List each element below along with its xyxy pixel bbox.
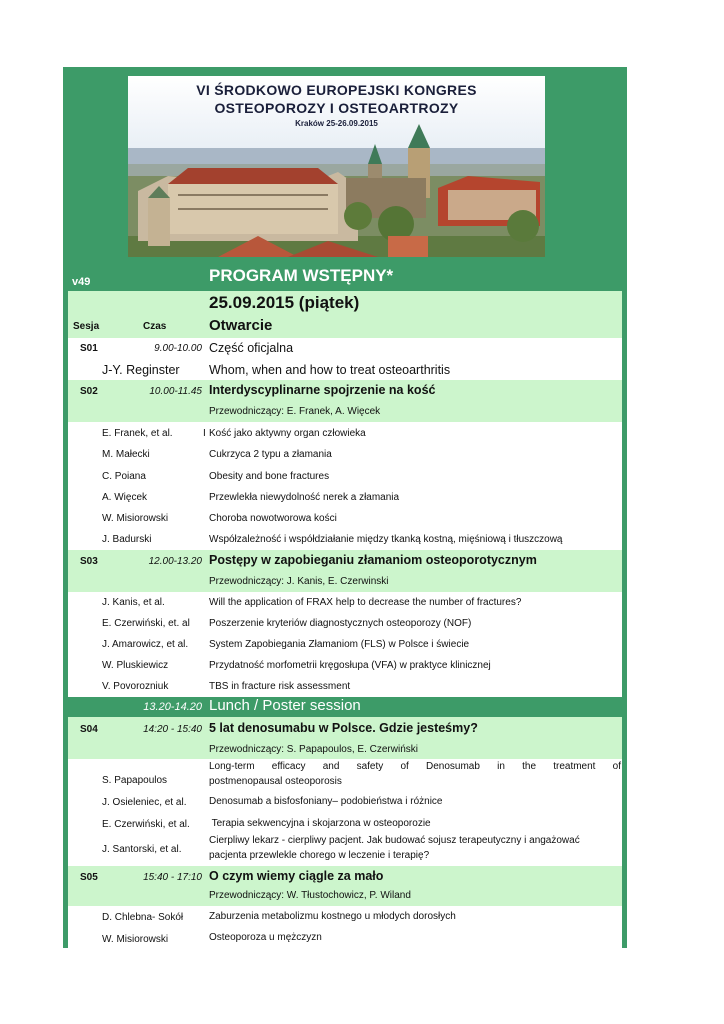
talk-row bbox=[68, 360, 622, 380]
talk-row bbox=[68, 488, 622, 509]
program-title: PROGRAM WSTĘPNY* bbox=[209, 266, 394, 285]
session-time: 14:20 - 15:40 bbox=[143, 724, 202, 735]
talk-title: Cukrzyca 2 typu a złamania bbox=[209, 449, 332, 460]
chair-row bbox=[68, 402, 622, 422]
talk-title: Whom, when and how to treat osteoarthritis bbox=[209, 363, 451, 377]
talk-title: Kość jako aktywny organ człowieka bbox=[209, 428, 366, 439]
date-row bbox=[68, 291, 622, 316]
talk-row bbox=[68, 928, 622, 948]
talk-title: Denosumab a bisfosfoniany– podobieństwa i różnice bbox=[209, 796, 443, 807]
session-column-header: Sesja bbox=[73, 321, 100, 332]
speaker: W. Misiorowski bbox=[102, 513, 169, 524]
session-row-s04 bbox=[68, 717, 622, 741]
talk-title: Zaburzenia metabolizmu kostnego u młodych dorosłych bbox=[209, 911, 456, 922]
speaker: S. Papapoulos bbox=[102, 775, 168, 786]
session-row-s05 bbox=[68, 866, 622, 888]
talk-row bbox=[68, 592, 622, 614]
session-title: 5 lat denosumabu w Polsce. Gdzie jesteśmy? bbox=[209, 721, 478, 735]
talk-title: Poszerzenie kryteriów diagnostycznych osteoporozy (NOF) bbox=[209, 618, 472, 629]
talk-title: Osteoporoza u mężczyzn bbox=[209, 932, 322, 943]
talk-title: Współzależność i współdziałanie między tkanką kostną, mięśniową i tłuszczową bbox=[209, 534, 563, 545]
talk-title-line: postmenopausal osteoporosis bbox=[209, 776, 342, 787]
banner-title-line1: VI ŚRODKOWO EUROPEJSKI KONGRES bbox=[196, 82, 477, 98]
speaker: V. Povorozniuk bbox=[102, 681, 169, 692]
speaker: A. Więcek bbox=[102, 492, 148, 503]
talk-title-line: Cierpliwy lekarz - cierpliwy pacjent. Jak budować sojusz terapeutyczny i angażować bbox=[209, 835, 580, 846]
speaker: E. Czerwiński, et al. bbox=[102, 819, 190, 830]
opening-heading: Otwarcie bbox=[209, 317, 273, 334]
banner-title-line2: OSTEOPOROZY I OSTEOARTROZY bbox=[214, 100, 459, 116]
session-row-s02 bbox=[68, 380, 622, 402]
talk-row bbox=[68, 422, 622, 446]
session-id: S03 bbox=[80, 556, 98, 567]
talk-row bbox=[68, 635, 622, 656]
cell-marker: I bbox=[203, 428, 206, 439]
lunch-time: 13.20-14.20 bbox=[143, 701, 202, 713]
talk-title bbox=[209, 833, 621, 863]
session-id: S05 bbox=[80, 872, 98, 883]
speaker: W. Misiorowski bbox=[102, 934, 169, 945]
session-time: 15:40 - 17:10 bbox=[143, 872, 202, 883]
session-title: Interdyscyplinarne spojrzenie na kość bbox=[209, 383, 436, 397]
speaker: J-Y. Reginster bbox=[102, 363, 180, 377]
banner-dates: Kraków 25-26.09.2015 bbox=[295, 119, 378, 128]
speaker: E. Czerwiński, et. al bbox=[102, 618, 190, 629]
lunch-title: Lunch / Poster session bbox=[209, 697, 361, 714]
talk-title bbox=[209, 759, 621, 789]
talk-row bbox=[68, 813, 622, 835]
session-row-s03 bbox=[68, 550, 622, 572]
talk-row bbox=[68, 759, 622, 791]
session-chairs: Przewodniczący: J. Kanis, E. Czerwinski bbox=[209, 576, 389, 587]
speaker: J. Kanis, et al. bbox=[102, 597, 165, 608]
speaker: E. Franek, et al. bbox=[102, 428, 173, 439]
session-id: S02 bbox=[80, 386, 98, 397]
talk-title: Obesity and bone fractures bbox=[209, 471, 330, 482]
program-date: 25.09.2015 (piątek) bbox=[209, 293, 360, 312]
session-id: S01 bbox=[80, 343, 98, 354]
talk-row bbox=[68, 467, 622, 488]
speaker: W. Pluskiewicz bbox=[102, 660, 169, 671]
session-chairs: Przewodniczący: W. Tłustochowicz, P. Wiland bbox=[209, 890, 411, 901]
session-title: Postępy w zapobieganiu złamaniom osteoporotycznym bbox=[209, 553, 537, 567]
talk-title-line: pacjenta przewlekle chorego w leczenie i terapię? bbox=[209, 850, 430, 861]
time-column-header: Czas bbox=[143, 321, 167, 332]
lunch-row bbox=[68, 697, 622, 717]
session-title: O czym wiemy ciągle za mało bbox=[209, 869, 384, 883]
talk-row bbox=[68, 835, 622, 866]
column-header-row bbox=[68, 316, 622, 338]
session-title: Część oficjalna bbox=[209, 341, 294, 355]
speaker: J. Santorski, et al. bbox=[102, 844, 182, 855]
speaker: D. Chlebna- Sokół bbox=[102, 912, 184, 923]
speaker: J. Badurski bbox=[102, 534, 152, 545]
chair-row bbox=[68, 888, 622, 906]
speaker: J. Amarowicz, et al. bbox=[102, 639, 189, 650]
talk-row bbox=[68, 677, 622, 697]
talk-title-line: Long-term efficacy and safety of Denosumab in the treatment of bbox=[209, 761, 621, 772]
talk-title: Terapia sekwencyjna i skojarzona w osteoporozie bbox=[209, 818, 431, 829]
session-chairs: Przewodniczący: S. Papapoulos, E. Czerwiński bbox=[209, 744, 418, 755]
talk-row bbox=[68, 509, 622, 530]
session-time: 10.00-11.45 bbox=[149, 386, 202, 397]
talk-title: System Zapobiegania Złamaniom (FLS) w Polsce i świecie bbox=[209, 639, 470, 650]
session-chairs: Przewodniczący: E. Franek, A. Więcek bbox=[209, 406, 381, 417]
speaker: J. Osieleniec, et al. bbox=[102, 797, 187, 808]
version-label: v49 bbox=[72, 276, 91, 288]
talk-title: Will the application of FRAX help to decrease the number of fractures? bbox=[209, 597, 522, 608]
chair-row bbox=[68, 741, 622, 759]
talk-row bbox=[68, 656, 622, 677]
session-time: 12.00-13.20 bbox=[148, 556, 202, 567]
talk-title: Choroba nowotworowa kości bbox=[209, 513, 337, 524]
talk-title: TBS in fracture risk assessment bbox=[209, 681, 351, 692]
speaker: M. Małecki bbox=[102, 449, 150, 460]
talk-row bbox=[68, 446, 622, 467]
talk-row bbox=[68, 614, 622, 635]
chair-row bbox=[68, 572, 622, 592]
session-id: S04 bbox=[80, 724, 98, 735]
speaker: C. Poiana bbox=[102, 471, 146, 482]
session-time: 9.00-10.00 bbox=[154, 343, 202, 354]
congress-banner bbox=[128, 76, 545, 257]
session-row-s01 bbox=[68, 338, 622, 360]
talk-row bbox=[68, 530, 622, 550]
talk-title: Przydatność morfometrii kręgosłupa (VFA) w praktyce klinicznej bbox=[209, 660, 491, 671]
talk-row bbox=[68, 791, 622, 813]
talk-row bbox=[68, 906, 622, 928]
talk-title: Przewlekła niewydolność nerek a złamania bbox=[209, 492, 400, 503]
